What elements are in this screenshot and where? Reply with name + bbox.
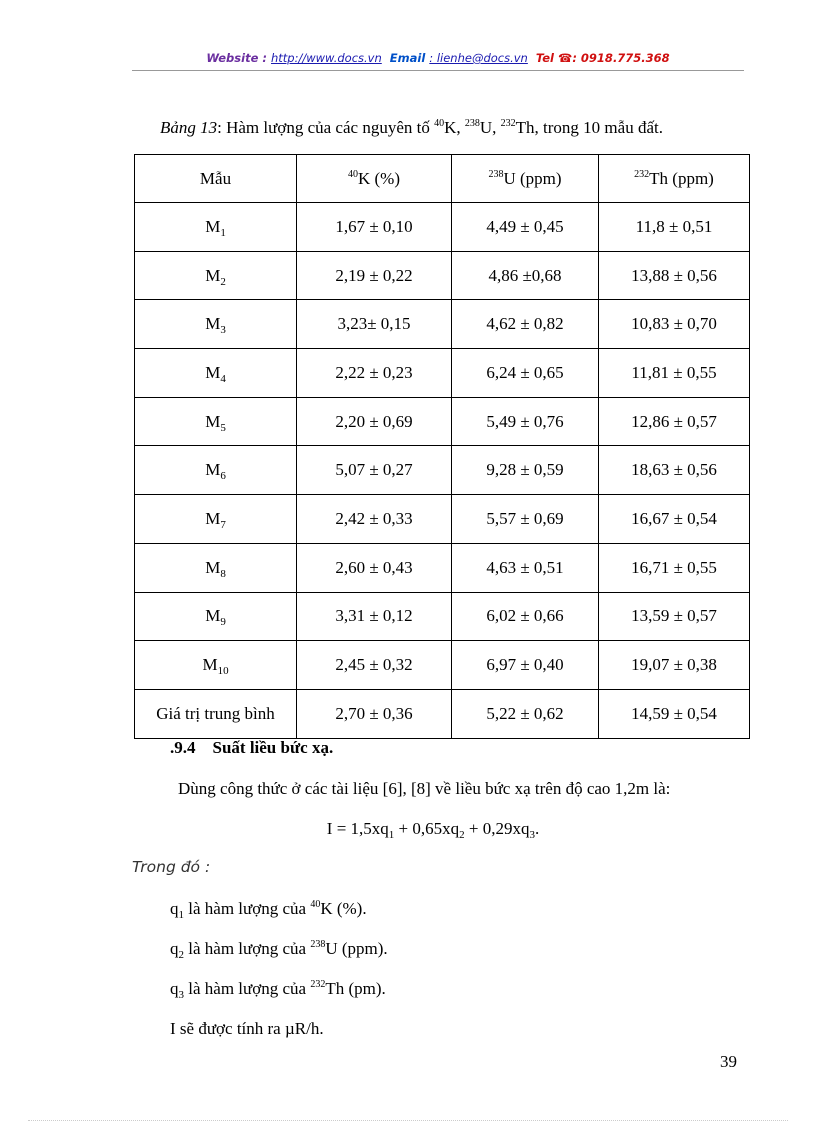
tel-value: : 0918.775.368 [572, 51, 670, 65]
k40-cell: 2,20 ± 0,69 [297, 397, 452, 446]
caption-k-mass: 40 [434, 118, 445, 129]
table-row [135, 397, 750, 446]
unit-line: I sẽ được tính ra µR/h. [170, 1019, 324, 1038]
k40-cell: 2,22 ± 0,23 [297, 349, 452, 398]
k40-cell: 5,07 ± 0,27 [297, 446, 452, 495]
section-title: Suất liều bức xạ. [212, 738, 334, 757]
table-row [135, 592, 750, 641]
table-caption [160, 118, 663, 138]
u238-cell: 5,57 ± 0,69 [452, 495, 599, 544]
k40-cell: 2,70 ± 0,36 [297, 689, 452, 738]
caption-text: : Hàm lượng của các nguyên tố [217, 118, 435, 137]
th232-cell: 13,88 ± 0,56 [599, 251, 750, 300]
email-link[interactable]: : lienhe@docs.vn [429, 51, 528, 65]
th232-cell: 14,59 ± 0,54 [599, 689, 750, 738]
header-cell-u238: $^{238}$U (ppm) [452, 155, 599, 203]
k40-cell: 3,31 ± 0,12 [297, 592, 452, 641]
website-label: Website : [206, 51, 267, 65]
th232-cell: 16,71 ± 0,55 [599, 543, 750, 592]
trong-do-label: Trong đó : [132, 858, 211, 876]
sample-cell: $M_8$ [135, 543, 297, 592]
phone-icon: ☎ [558, 51, 573, 65]
k40-cell: 2,19 ± 0,22 [297, 251, 452, 300]
k40-cell: 2,60 ± 0,43 [297, 543, 452, 592]
caption-th: Th, trong 10 mẫu đất. [515, 118, 663, 137]
section-heading [170, 738, 333, 758]
k40-cell: 2,45 ± 0,32 [297, 641, 452, 690]
u238-cell: 4,86 ±0,68 [452, 251, 599, 300]
caption-u: U, [479, 118, 501, 137]
u238-cell: 9,28 ± 0,59 [452, 446, 599, 495]
bottom-dotted-line [28, 1120, 788, 1121]
u238-cell: 4,62 ± 0,82 [452, 300, 599, 349]
sample-cell: $M_2$ [135, 251, 297, 300]
th232-cell: 18,63 ± 0,56 [599, 446, 750, 495]
website-link[interactable]: http://www.docs.vn [271, 51, 382, 65]
section-number: .9.4 [170, 738, 196, 757]
table-header-row [135, 155, 750, 203]
intro-paragraph: Dùng công thức ở các tài liệu [6], [8] về liều bức xạ trên độ cao 1,2m là: [178, 779, 671, 798]
header-divider [132, 70, 744, 71]
u238-cell: 6,97 ± 0,40 [452, 641, 599, 690]
k40-cell: 2,42 ± 0,33 [297, 495, 452, 544]
u238-cell: 5,22 ± 0,62 [452, 689, 599, 738]
u238-cell: 4,63 ± 0,51 [452, 543, 599, 592]
u238-cell: 4,49 ± 0,45 [452, 203, 599, 252]
table-row [135, 349, 750, 398]
page-header [132, 51, 744, 65]
table-row [135, 446, 750, 495]
sample-cell: $M_7$ [135, 495, 297, 544]
table-row [135, 300, 750, 349]
table-row [135, 543, 750, 592]
table-row [135, 495, 750, 544]
tel-label: Tel [535, 51, 554, 65]
definition-q3: $q_3$ là hàm lượng của $^{232}$Th (pm). [170, 979, 386, 1001]
page-number: 39 [720, 1052, 737, 1071]
dose-formula: $I = 1,5xq_1 + 0,65xq_2 + 0,29xq_3$. [326, 819, 540, 841]
sample-cell: $M_6$ [135, 446, 297, 495]
caption-label: Bảng 13 [160, 118, 218, 137]
th232-cell: 11,8 ± 0,51 [599, 203, 750, 252]
definition-q2: $q_2$ là hàm lượng của $^{238}$U (ppm). [170, 939, 388, 961]
table-row [135, 641, 750, 690]
sample-cell: $M_4$ [135, 349, 297, 398]
caption-u-mass: 238 [464, 118, 480, 129]
definition-q1: $q_1$ là hàm lượng của $^{40}$K (%). [170, 899, 367, 921]
table-row [135, 203, 750, 252]
sample-cell: $M_1$ [135, 203, 297, 252]
u238-cell: 6,24 ± 0,65 [452, 349, 599, 398]
th232-cell: 13,59 ± 0,57 [599, 592, 750, 641]
table-row [135, 251, 750, 300]
sample-cell: $M_3$ [135, 300, 297, 349]
k40-cell: 3,23± 0,15 [297, 300, 452, 349]
average-row [135, 689, 750, 738]
u238-cell: 6,02 ± 0,66 [452, 592, 599, 641]
concentration-table [134, 154, 750, 739]
th232-cell: 11,81 ± 0,55 [599, 349, 750, 398]
k40-cell: 1,67 ± 0,10 [297, 203, 452, 252]
header-cell-th232: $^{232}$Th (ppm) [599, 155, 750, 203]
u238-cell: 5,49 ± 0,76 [452, 397, 599, 446]
header-cell-sample: Mẫu [135, 155, 297, 203]
email-label: Email [389, 51, 426, 65]
caption-th-mass: 232 [500, 118, 516, 129]
sample-cell: $M_5$ [135, 397, 297, 446]
th232-cell: 12,86 ± 0,57 [599, 397, 750, 446]
caption-k: K, [444, 118, 465, 137]
th232-cell: 10,83 ± 0,70 [599, 300, 750, 349]
th232-cell: 19,07 ± 0,38 [599, 641, 750, 690]
th232-cell: 16,67 ± 0,54 [599, 495, 750, 544]
header-cell-k40: $^{40}$K (%) [297, 155, 452, 203]
sample-cell: $M_{10}$ [135, 641, 297, 690]
sample-cell: $M_9$ [135, 592, 297, 641]
average-label-cell: Giá trị trung bình [135, 689, 297, 738]
